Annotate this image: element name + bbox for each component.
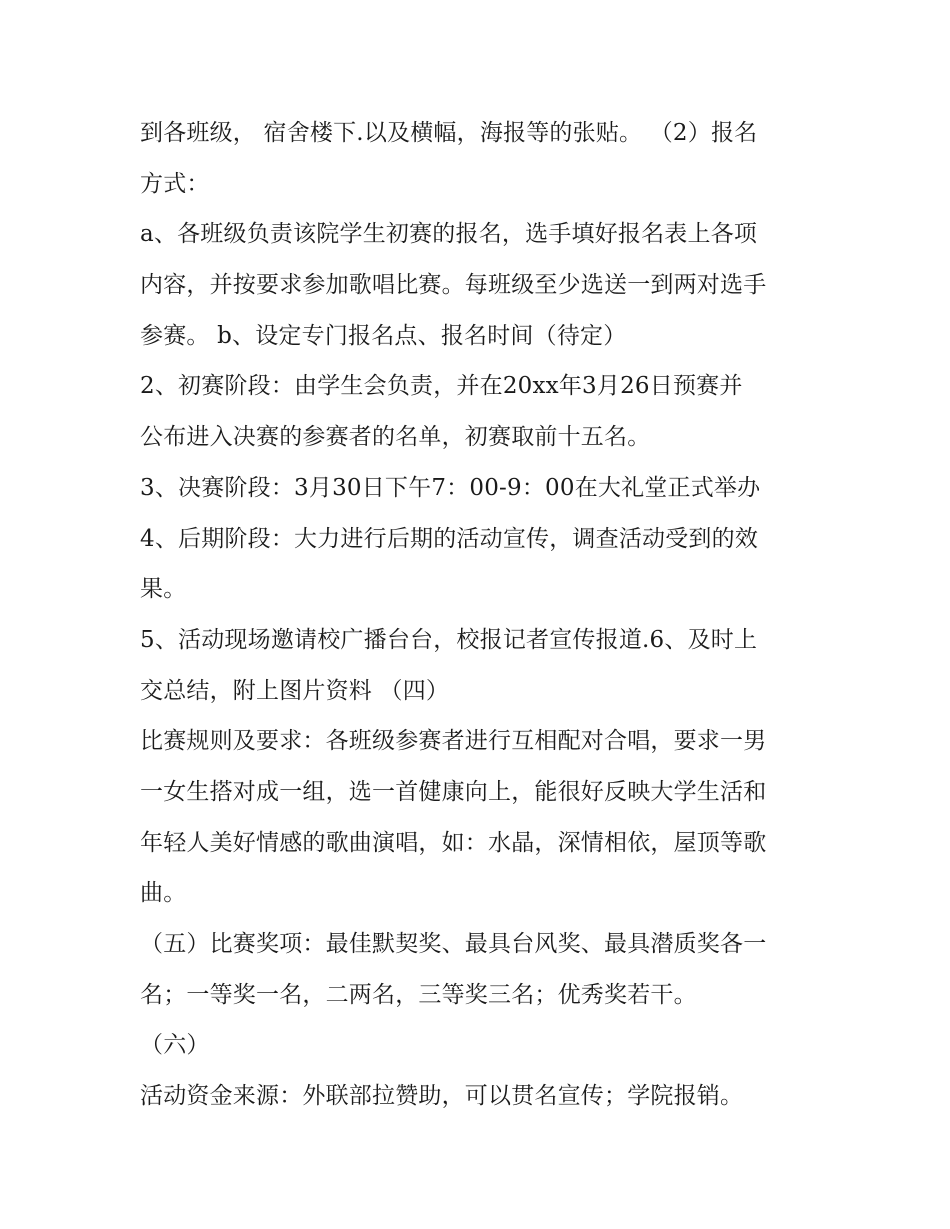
text-line: 到各班级， 宿舍楼下.以及横幅，海报等的张贴。 （2）报名 xyxy=(140,120,758,146)
text-line: 比赛规则及要求：各班级参赛者进行互相配对合唱，要求一男 xyxy=(140,728,767,755)
text-line: 交总结，附上图片资料 （四） xyxy=(140,677,450,704)
text-line: a、各班级负责该院学生初赛的报名，选手填好报名表上各项 xyxy=(140,221,758,248)
text-line: 5、活动现场邀请校广播台台，校报记者宣传报道.6、及时上 xyxy=(140,626,758,653)
body-text xyxy=(140,108,820,1122)
text-line: （六） xyxy=(140,1032,210,1059)
text-line: 年轻人美好情感的歌曲演唱，如：水晶，深情相依，屋顶等歌 xyxy=(140,829,767,856)
text-line: 3、决赛阶段：3月30日下午7：00-9：00在大礼堂正式举办 xyxy=(140,474,761,501)
text-line: 名；一等奖一名，二两名，三等奖三名；优秀奖若干。 xyxy=(140,981,697,1008)
text-line: 4、后期阶段：大力进行后期的活动宣传，调查活动受到的效 xyxy=(140,525,759,552)
text-line: 内容，并按要求参加歌唱比赛。每班级至少选送一到两对选手 xyxy=(140,272,767,299)
text-line: 曲。 xyxy=(140,880,187,907)
text-line: 2、初赛阶段：由学生会负责，并在20xx年3月26日预赛并 xyxy=(140,373,743,400)
text-line: 参赛。 b、设定专门报名点、报名时间（待定） xyxy=(140,322,627,349)
text-line: 果。 xyxy=(140,576,187,603)
text-line: 活动资金来源：外联部拉赞助，可以贯名宣传；学院报销。 xyxy=(140,1083,744,1110)
text-line: （五）比赛奖项：最佳默契奖、最具台风奖、最具潜质奖各一 xyxy=(140,931,767,957)
text-line: 公布进入决赛的参赛者的名单，初赛取前十五名。 xyxy=(140,424,651,451)
text-line: 一女生搭对成一组，选一首健康向上，能很好反映大学生活和 xyxy=(140,778,767,805)
text-line: 方式： xyxy=(140,170,210,197)
